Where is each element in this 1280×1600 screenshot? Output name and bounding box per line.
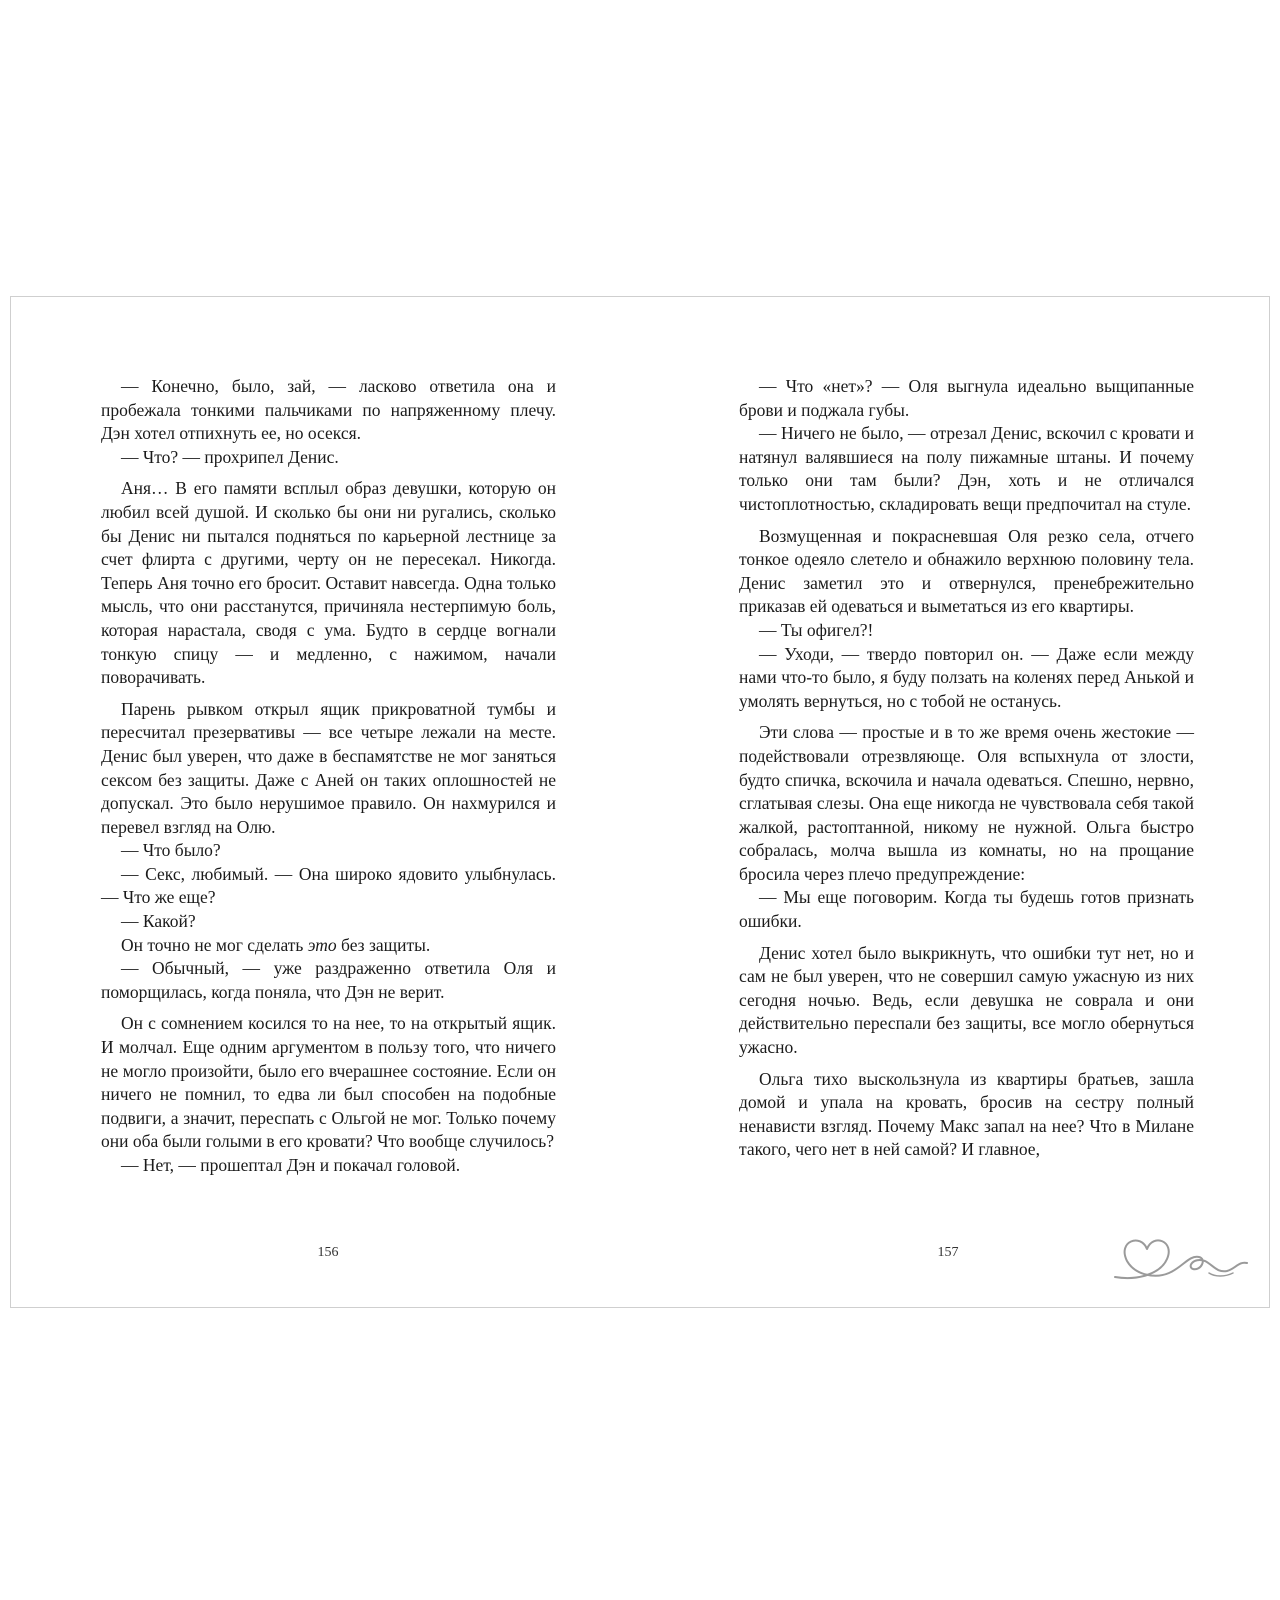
paragraph: Возмущенная и покрасневшая Оля резко села, отчего тонкое одеяло слетело и обнажило верхнюю половину тела. Денис заметил это и отвернулся, пренебрежительно приказав ей одеваться и выметаться из его квартиры. [739, 525, 1194, 617]
paragraph: — Что? — прохрипел Денис. [121, 446, 339, 467]
paragraph: Он с сомнением косился то на нее, то на открытый ящик. И молчал. Еще одним аргументом в пользу того, что ничего не могло произойти, было его вчерашнее состояние. Если он ничего не помнил, то едва ли был способен на подобные подвиги, а значит, переспать с Ольгой не мог. Только почему они оба были голыми в его кровати? Что вообще случилось? [101, 1013, 556, 1152]
page-number-left: 156 [317, 1245, 339, 1260]
left-page [11, 297, 641, 1307]
italic-word: это [307, 934, 337, 955]
paragraph: — Конечно, было, зай, — ласково ответила она и пробежала тонкими пальчиками по напряженному плечу. Дэн хотел отпихнуть ее, но осекся. [101, 376, 556, 444]
paragraph: Эти слова — простые и в то же время очень жестокие — подействовали отрезвляюще. Оля вспыхнула от злости, будто спичка, вскочила и начала одеваться. Спешно, нервно, сглатывая слезы. Она еще никогда не чувствовала себя такой жалкой, растоптанной, никому не нужной. Ольга быстро собралась, молча вышла из комнаты, но на прощание бросила через плечо предупреждение: [739, 722, 1194, 884]
italic-line-after: без защиты. [336, 934, 431, 955]
paragraph: — Мы еще поговорим. Когда ты будешь готов признать ошибки. [739, 887, 1194, 932]
paragraph: — Ничего не было, — отрезал Денис, вскочил с кровати и натянул валявшиеся на полу пижамные штаны. И почему только они там были? Дэн, хоть и не отличался чистоплотностью, складировать вещи предпочитал на стуле. [739, 423, 1194, 514]
paragraph-with-italic [101, 934, 556, 958]
paragraph: — Ты офигел?! [759, 619, 874, 640]
paragraph: — Что «нет»? — Оля выгнула идеально выщипанные брови и поджала губы. [739, 376, 1194, 420]
left-page-text [101, 375, 556, 1178]
paragraph: — Уходи, — твердо повторил он. — Даже если между нами что-то было, я буду ползать на коленях перед Анькой и умолять вернуться, но с тобой не останусь. [739, 643, 1194, 711]
paragraph: Парень рывком открыл ящик прикроватной тумбы и пересчитал презервативы — все четыре лежали на месте. Денис был уверен, что даже в беспамятстве не мог заняться сексом без защиты. Даже с Аней он таких оплошностей не допускал. Это было нерушимое правило. Он нахмурился и перевел взгляд на Олю. [101, 698, 556, 837]
paragraph: — Нет, — прошептал Дэн и покачал головой. [121, 1155, 461, 1175]
paragraph: Аня… В его памяти всплыл образ девушки, которую он любил всей душой. И сколько бы они ни ругались, сколько бы Денис ни пытался подняться по карьерной лестнице за счет флирта с другими, черту он не пересекал. Никогда. Теперь Аня точно его бросит. Оставит навсегда. Одна только мысль, что они расстанутся, причиняла нестерпимую боль, которая нарастала, сводя с ума. Будто в сердце вогнали тонкую спицу — и медленно, с нажимом, начали поворачивать. [101, 478, 556, 688]
right-page [641, 297, 1271, 1307]
book-spread [10, 296, 1270, 1308]
paragraph: — Какой? [121, 911, 196, 932]
paragraph: — Обычный, — уже раздраженно ответила Оля и поморщилась, когда поняла, что Дэн не верит. [101, 958, 556, 1002]
italic-line-before: Он точно не мог сделать [121, 934, 308, 955]
heart-flourish-icon [1109, 1215, 1259, 1295]
paragraph: Ольга тихо выскользнула из квартиры братьев, зашла домой и упала на кровать, бросив на сестру полный ненависти взгляд. Почему Макс запал на нее? Что в Милане такого, чего нет в ней самой? И главное, [739, 1068, 1194, 1160]
right-page-text [739, 375, 1194, 1162]
page-number-right: 157 [937, 1245, 959, 1260]
paragraph: — Что было? [121, 840, 221, 861]
paragraph: — Секс, любимый. — Она широко ядовито улыбнулась. — Что же еще? [101, 863, 556, 908]
paragraph: Денис хотел было выкрикнуть, что ошибки тут нет, но и сам не был уверен, что не совершил самую ужасную из них сегодня ночью. Ведь, если девушка не соврала и они действительно переспали без защиты, все могло обернуться ужасно. [739, 942, 1194, 1058]
